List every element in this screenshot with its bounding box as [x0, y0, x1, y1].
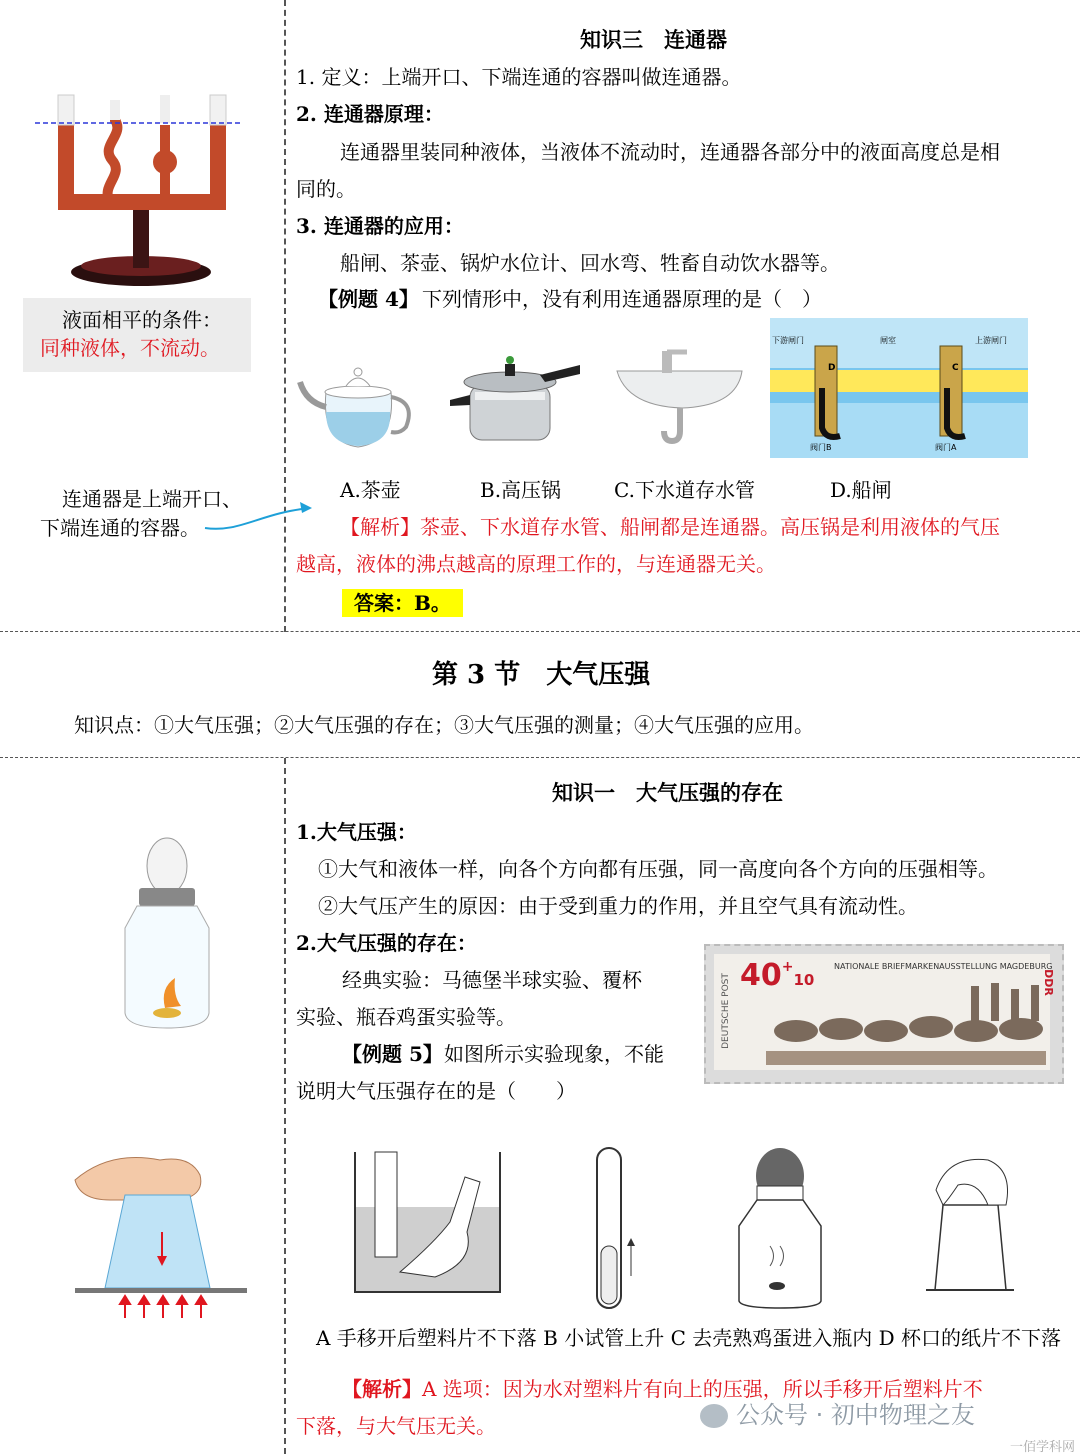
- lock-label-chamber: 闸室: [880, 336, 896, 345]
- example5-question-line1: 如图所示实验现象，不能: [444, 1042, 664, 1066]
- lock-label-down-gate: 下游闸门: [772, 336, 804, 345]
- figure-a-plastic-sheet: [355, 1152, 505, 1302]
- side-note-title: 液面相平的条件：: [62, 308, 222, 332]
- stamp-right-text: DDR: [1041, 969, 1055, 996]
- lock-label-c: C: [952, 363, 959, 373]
- option-b: B.高压锅: [480, 478, 562, 502]
- sec3-principle-line2: 同的。: [296, 177, 356, 201]
- example5-analysis-text: A 选项：因为水对塑料片有向上的压强，所以手移开后塑料片不: [422, 1377, 983, 1401]
- connected-vessel-illustration: [30, 90, 250, 290]
- sec3-title: 知识三 连通器: [580, 27, 727, 52]
- figure-d-cup-paper: [918, 1150, 1018, 1300]
- know1-point-1: ①大气和液体一样，向各个方向都有压强，同一高度向各个方向的压强相等。: [318, 857, 998, 881]
- ship-lock-diagram: [770, 318, 1028, 458]
- stamp-value-sub: 10: [793, 971, 815, 989]
- know1-title: 知识一 大气压强的存在: [552, 780, 783, 805]
- sink-drain-image: [612, 346, 752, 456]
- know1-experiments-line2: 实验、瓶吞鸡蛋实验等。: [296, 1005, 516, 1029]
- know1-point-2: ②大气压产生的原因：由于受到重力的作用，并且空气具有流动性。: [318, 894, 918, 918]
- figure-c-egg-bottle: [735, 1146, 825, 1311]
- side-note-def-2: 下端连通的容器。: [40, 516, 200, 540]
- divider-vertical-bottom: [284, 758, 286, 1454]
- sec3-principle-line1: 连通器里装同种液体，当液体不流动时，连通器各部分中的液面高度总是相: [340, 140, 1000, 164]
- sec3-definition: 1. 定义：上端开口、下端连通的容器叫做连通器。: [296, 65, 742, 89]
- lock-label-up-gate: 上游闸门: [975, 336, 1007, 345]
- horses-illustration: [766, 981, 1046, 1066]
- egg-bottle-illustration: [115, 838, 225, 1038]
- pointer-arrow: [200, 498, 320, 538]
- side-note-condition: 同种液体，不流动。: [40, 336, 220, 360]
- answer-highlight: 答案：B。: [342, 589, 463, 617]
- pressure-cooker-image: [445, 350, 585, 450]
- example5-tag: 【例题 5】: [342, 1042, 443, 1066]
- stamp-banner: NATIONALE BRIEFMARKENAUSSTELLUNG MAGDEBURG: [834, 962, 1053, 971]
- example4-answer: [342, 591, 463, 615]
- section-knowledge-points: 知识点：①大气压强；②大气压强的存在；③大气压强的测量；④大气压强的应用。: [74, 713, 814, 737]
- sec3-principle-heading: 2. 连通器原理：: [296, 102, 444, 126]
- option-d: D.船闸: [830, 478, 892, 502]
- lock-label-valve-a: 阀门A: [935, 443, 957, 452]
- example5-question-line2: 说明大气压强存在的是（ ）: [296, 1079, 576, 1103]
- inverted-cup-illustration: [70, 1140, 260, 1330]
- figure-b-small-tube: [575, 1146, 645, 1312]
- lock-label-d: D: [828, 363, 836, 373]
- magdeburg-stamp: [704, 944, 1064, 1084]
- wechat-text: 公众号 · 初中物理之友: [736, 1401, 975, 1429]
- example5-analysis-line2: 下落，与大气压无关。: [296, 1414, 496, 1438]
- stamp-value-main: 40: [740, 958, 782, 993]
- wechat-icon: [700, 1404, 728, 1428]
- section-heading: 第 3 节 大气压强: [432, 660, 651, 690]
- example4-analysis-line2: 越高，液体的沸点越高的原理工作的，与连通器无关。: [296, 552, 776, 576]
- divider-top-bottom: [0, 631, 1080, 632]
- sec3-application-text: 船闸、茶壶、锅炉水位计、回水弯、牲畜自动饮水器等。: [340, 251, 840, 275]
- teapot-image: [296, 352, 422, 452]
- example4-tag: 【例题 4】: [318, 287, 419, 311]
- site-watermark: 一佰学科网: [1010, 1440, 1076, 1455]
- stamp-plus: +: [781, 959, 794, 975]
- know1-heading-2: 2.大气压强的存在：: [296, 931, 477, 955]
- know1-experiments-line1: 经典实验：马德堡半球实验、覆杯: [342, 968, 642, 992]
- divider-section-bottom: [0, 757, 1080, 758]
- lock-label-valve-b: 阀门B: [810, 443, 832, 452]
- side-note-def-1: 连通器是上端开口、: [62, 487, 242, 511]
- option-a: A.茶壶: [340, 478, 401, 502]
- example5-analysis-tag: 【解析】: [342, 1377, 422, 1401]
- sec3-application-heading: 3. 连通器的应用：: [296, 214, 464, 238]
- know1-heading-1: 1.大气压强：: [296, 820, 417, 844]
- example5-options: A 手移开后塑料片不下落 B 小试管上升 C 去壳熟鸡蛋进入瓶内 D 杯口的纸片不下落: [316, 1326, 1061, 1350]
- stamp-left-text: DEUTSCHE POST: [720, 973, 731, 1049]
- option-c: C.下水道存水管: [614, 478, 755, 502]
- example4-analysis-line1: 【解析】茶壶、下水道存水管、船闸都是连通器。高压锅是利用液体的气压: [340, 515, 1000, 539]
- example4-question: 下列情形中，没有利用连通器原理的是（ ）: [422, 287, 822, 311]
- wechat-watermark: [700, 1395, 975, 1430]
- stamp-value: [740, 958, 814, 993]
